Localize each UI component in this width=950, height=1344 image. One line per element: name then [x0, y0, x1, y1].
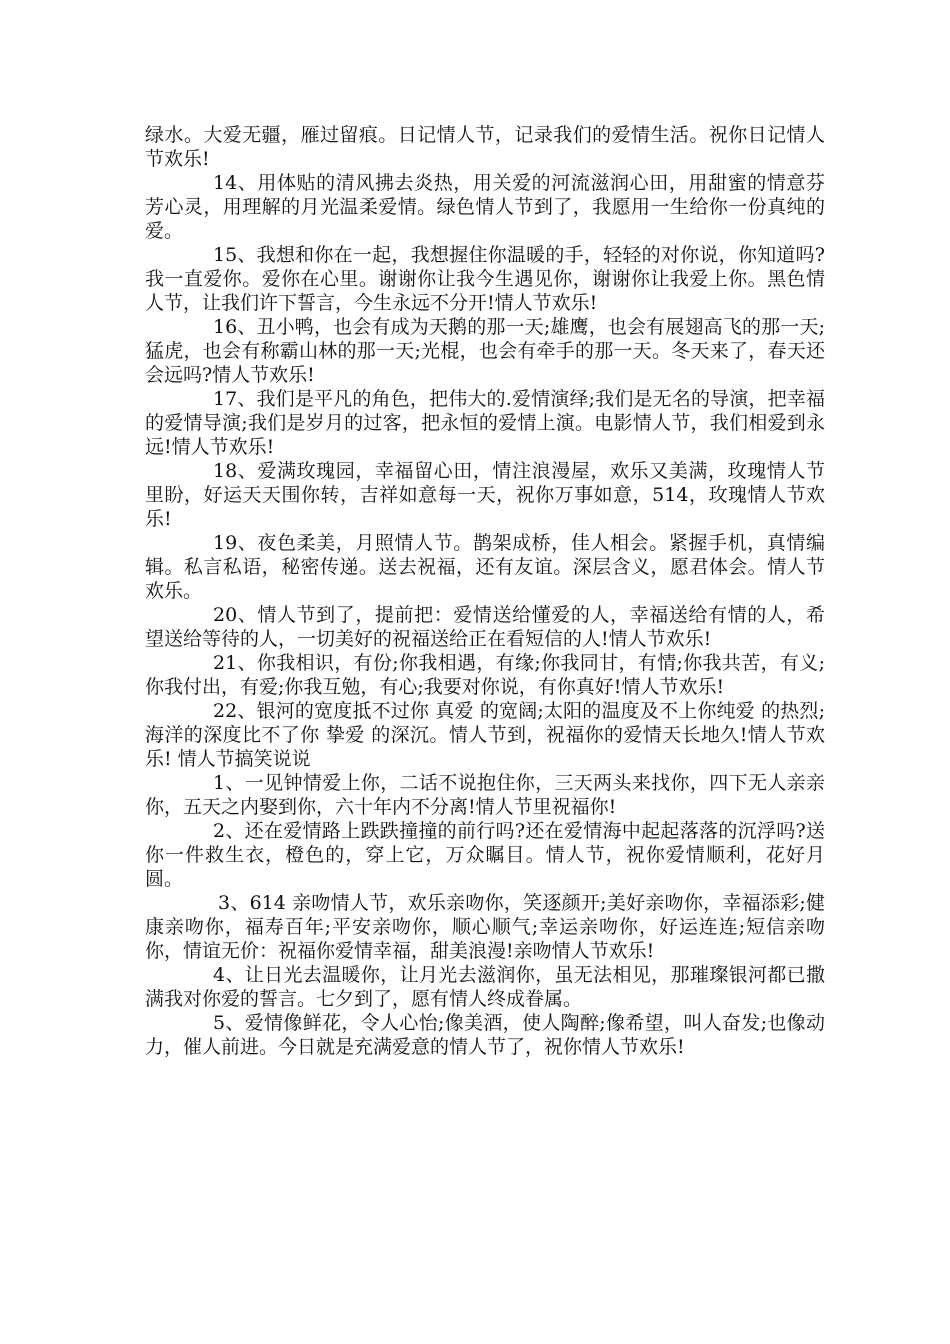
paragraph-funny-4: 4、让日光去温暖你，让月光去滋润你，虽无法相见，那璀璨银河都已撒满我对你爱的誓言。七夕到了，愿有情人终成眷属。	[145, 964, 825, 1010]
paragraph-funny-5: 5、爱情像鲜花，令人心怡;像美酒，使人陶醉;像希望，叫人奋发;也像动力，催人前进。今日就是充满爱意的情人节了，祝你情人节欢乐!	[145, 1012, 825, 1058]
paragraph-funny-3: 3、614 亲吻情人节，欢乐亲吻你，笑逐颜开;美好亲吻你，幸福添彩;健康亲吻你，福寿百年;平安亲吻你，顺心顺气;幸运亲吻你，好运连连;短信亲吻你，情谊无价：祝福你爱情幸福，甜美浪漫!亲吻情人节欢乐!	[145, 892, 825, 962]
paragraph-18: 18、爱满玫瑰园，幸福留心田，情注浪漫屋，欢乐又美满，玫瑰情人节里盼，好运天天围你转，吉祥如意每一天，祝你万事如意，514，玫瑰情人节欢乐!	[145, 460, 825, 530]
paragraph-16: 16、丑小鸭，也会有成为天鹅的那一天;雄鹰，也会有展翅高飞的那一天;猛虎，也会有称霸山林的那一天;光棍，也会有牵手的那一天。冬天来了，春天还会远吗?情人节欢乐!	[145, 316, 825, 386]
paragraph-continuation: 绿水。大爱无疆，雁过留痕。日记情人节，记录我们的爱情生活。祝你日记情人节欢乐!	[145, 124, 825, 170]
paragraph-17: 17、我们是平凡的角色，把伟大的.爱情演绎;我们是无名的导演，把幸福的爱情导演;我们是岁月的过客，把永恒的爱情上演。电影情人节，我们相爱到永远!情人节欢乐!	[145, 388, 825, 458]
paragraph-19: 19、夜色柔美，月照情人节。鹊架成桥，佳人相会。紧握手机，真情编辑。私言私语，秘密传递。送去祝福，还有友谊。深层含义，愿君体会。情人节欢乐。	[145, 532, 825, 602]
paragraph-21: 21、你我相识，有份;你我相遇，有缘;你我同甘，有情;你我共苦，有义;你我付出，有爱;你我互勉，有心;我要对你说，有你真好!情人节欢乐!	[145, 652, 825, 698]
paragraph-funny-1: 1、一见钟情爱上你，二话不说抱住你，三天两头来找你，四下无人亲亲你，五天之内娶到你，六十年内不分离!情人节里祝福你!	[145, 772, 825, 818]
document-body	[145, 123, 825, 1059]
paragraph-funny-2: 2、还在爱情路上跌跌撞撞的前行吗?还在爱情海中起起落落的沉浮吗?送你一件救生衣，橙色的，穿上它，万众瞩目。情人节，祝你爱情顺利，花好月圆。	[145, 820, 825, 890]
paragraph-14: 14、用体贴的清风拂去炎热，用关爱的河流滋润心田，用甜蜜的情意芬芳心灵，用理解的月光温柔爱情。绿色情人节到了，我愿用一生给你一份真纯的爱。	[145, 172, 825, 242]
paragraph-22: 22、银河的宽度抵不过你 真爱 的宽阔;太阳的温度及不上你纯爱 的热烈;海洋的深度比不了你 挚爱 的深沉。情人节到，祝福你的爱情天长地久!情人节欢乐! 情人节搞笑说说	[145, 700, 825, 770]
paragraph-15: 15、我想和你在一起，我想握住你温暖的手，轻轻的对你说，你知道吗?我一直爱你。爱你在心里。谢谢你让我今生遇见你，谢谢你让我爱上你。黑色情人节，让我们许下誓言，今生永远不分开!情人节欢乐!	[145, 244, 825, 314]
paragraph-20: 20、情人节到了，提前把：爱情送给懂爱的人，幸福送给有情的人，希望送给等待的人，一切美好的祝福送给正在看短信的人!情人节欢乐!	[145, 604, 825, 650]
